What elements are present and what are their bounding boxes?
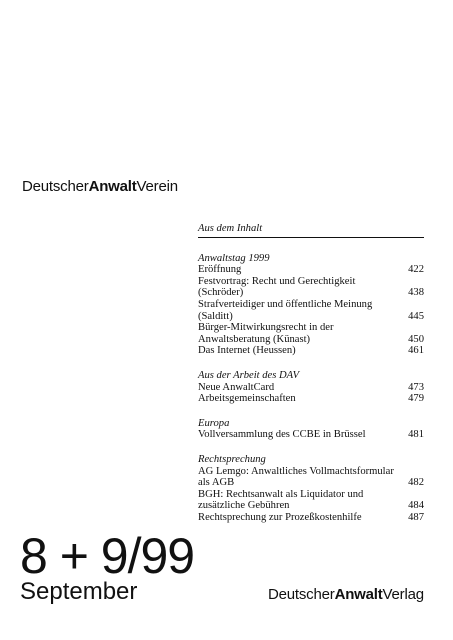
section-title: Europa [198,417,230,429]
contents-entry [198,322,424,345]
entry-title-line: Bürger-Mitwirkungsrecht in der [198,322,334,334]
contents-entry [198,299,424,322]
entry-page-number: 481 [408,429,424,441]
entry-title-line: Rechtsprechung zur Prozeßkostenhilfe [198,511,362,523]
contents-entry [198,276,424,299]
section-title: Rechtsprechung [198,453,266,465]
entry-title-line: Neue AnwaltCard [198,381,275,393]
entry-title-line: Das Internet (Heussen) [198,345,296,357]
entry-page-number: 479 [408,393,424,405]
entry-title-line: Festvortrag: Recht und Gerechtigkeit [198,275,356,287]
entry-title [198,264,400,276]
entry-title-line: AG Lemgo: Anwaltliches Vollmachtsformular [198,465,394,477]
entry-title-line: als AGB [198,477,235,489]
contents-sections [198,253,424,524]
contents-entry [198,429,424,441]
entry-title [198,489,400,512]
contents-entry [198,512,424,524]
contents-entry [198,345,424,357]
contents-heading: Aus dem Inhalt [198,223,424,238]
entry-page-number: 461 [408,345,424,357]
entry-title-line: Strafverteidiger und öffentliche Meinung [198,298,373,310]
entry-page-number: 482 [408,477,424,489]
entry-title-line: zusätzliche Gebühren [198,500,290,512]
entry-title [198,393,400,405]
entry-title-line: Eröffnung [198,264,242,276]
contents-entry [198,466,424,489]
entry-page-number: 445 [408,310,424,322]
entry-title [198,429,400,441]
entry-title-line: Vollversammlung des CCBE in Brüssel [198,429,366,441]
contents-section [198,253,424,357]
entry-title [198,512,400,524]
entry-title [198,466,400,489]
entry-page-number: 450 [408,333,424,345]
entry-title [198,299,400,322]
entry-title [198,345,400,357]
section-title: Aus der Arbeit des DAV [198,369,300,381]
entry-page-number: 473 [408,381,424,393]
entry-title-line: (Salditt) [198,310,233,322]
entry-title-line: BGH: Rechtsanwalt als Liquidator und [198,488,364,500]
publisher-name-part-1: Deutscher [22,178,89,195]
publisher-name-part-1: Deutscher [268,586,335,603]
section-title: Anwaltstag 1999 [198,252,270,264]
publisher-logo-top [22,178,178,195]
issue-month: September [20,578,138,605]
contents-entry [198,382,424,394]
publisher-name-part-3: Verlag [382,586,424,603]
entry-title-line: Anwaltsberatung (Künast) [198,333,311,345]
contents-section [198,418,424,441]
contents-section [198,370,424,405]
entry-page-number: 487 [408,511,424,523]
contents-entry [198,489,424,512]
contents-entry [198,393,424,405]
contents-entry [198,264,424,276]
entry-title [198,276,400,299]
entry-title [198,382,400,394]
entry-title [198,322,400,345]
publisher-logo-bottom [268,586,424,603]
entry-title-line: Arbeitsgemeinschaften [198,393,296,405]
issue-number: 8 + 9/99 [20,528,195,584]
publisher-name-part-2: Anwalt [88,178,137,195]
table-of-contents [198,223,424,536]
entry-page-number: 484 [408,500,424,512]
entry-title-line: (Schröder) [198,287,244,299]
publisher-name-part-3: Verein [136,178,178,195]
contents-section [198,454,424,524]
publisher-name-part-2: Anwalt [334,586,383,603]
entry-page-number: 422 [408,264,424,276]
entry-page-number: 438 [408,287,424,299]
